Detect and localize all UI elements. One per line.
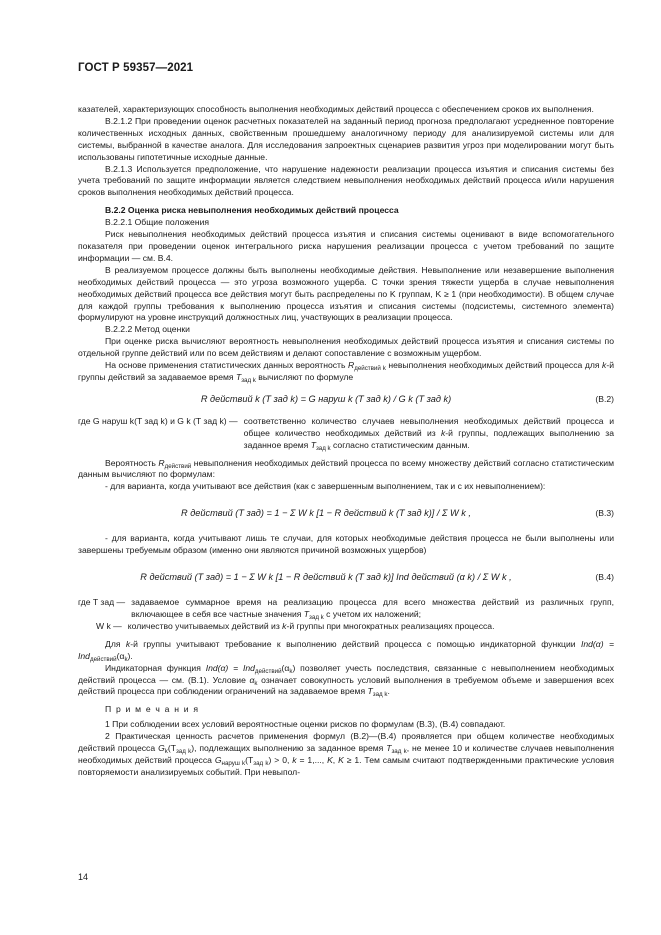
paragraph-b213: В.2.1.3 Используется предположение, что нарушение надежности реализации процесса изъятия и списания системы без учета требований по защите информации является следствием невыполнения необходимых действий процесса и/или нарушения сроков выполнения необходимых действий процесса. — [78, 163, 614, 198]
paragraph-realized-process: В реализуемом процессе должны быть выполнены необходимые действия. Невыполнение или незавершение выполнения необходимых действий процесса — это угроза возможного ущерба. С точки зрения тяжести ущерба в случае невыполнения необходимых действий процесса все действия могут быть распределены по K группам, K ≥ 1 (при необходимости). В общем случае для каждой группы требования к выполнению процесса изъятия и списания системы (подсистемы, системного элемента) формулируют на уровне инструкций должностных лиц, участвующих в реализации процесса. — [78, 264, 614, 323]
definition-description: соответственно количество случаев невыполнения необходимых действий процесса и общее количество необходимых действий из k-й группы, подлежащих выполнению за заданное время $T_{зад k}$ согласно статистическим данным. — [243, 415, 614, 452]
document-header: ГОСТ Р 59357—2021 — [78, 62, 194, 74]
paragraph-continuation: казателей, характеризующих способность выполнения необходимых действий процесса с обеспечением сроков их выполнения. — [78, 104, 594, 114]
paragraph-probability: Вероятность $R_{действий}$ невыполнения необходимых действий процесса по всему множеству действий согласно статистическим данным вычисляют по формулам: — [78, 457, 614, 480]
subsection-heading-b221: В.2.2.1 Общие положения — [105, 217, 210, 228]
definition-description: количество учитываемых действий из k-й группы при многократных реализациях процесса. — [127, 620, 495, 631]
paragraph-indicator: Для k-й группы учитывают требование к выполнению действий процесса с помощью индикаторной функции $Ind(\alpha) = Ind_{действий}(\alpha_k)$. — [78, 638, 614, 663]
paragraph-method: При оценке риска вычисляют вероятность невыполнения необходимых действий процесса изъятия и списания системы по отдельной группе действий или по всем действиям и делают сопоставление с возможным ущербом. — [78, 336, 614, 359]
paragraph-variant-1: - для варианта, когда учитывают все действия (как с завершенным выполнением, так и с их невыполнением): — [105, 481, 546, 492]
page-body — [78, 104, 614, 779]
paragraph-indicator-function: Индикаторная функция $Ind(\alpha) = Ind_{действий}(\alpha_k)$ позволяет учесть последствия, связанные с невыполнением необходимых действий процесса — см. (В.1). Условие $\alpha_k$ означает совокупность условий выполнения в требуемом объеме и завершения всех действий процесса при соблюдении ограничений на задаваемое время $T_{зад k}$. — [78, 662, 614, 699]
paragraph-statistics: На основе применения статистических данных вероятность $R_{действий k}$ невыполнения необходимых действий процесса для k-й группы действий за задаваемое время $T_{зад k}$ вычисляют по формуле — [78, 360, 615, 384]
formula-b3-number: (В.3) — [595, 508, 614, 519]
subsection-heading-b222: В.2.2.2 Метод оценки — [105, 324, 190, 335]
formula-b2-expression: R действий k (T зад k) = G наруш k (T зад k) / G k (T зад k) — [200, 393, 452, 404]
paragraph-risk: Риск невыполнения необходимых действий процесса изъятия и списания системы оценивают в виде вспомогательного показателя при проведении оценок интегрального риска нарушения реализации процесса с учетом требований по защите информации — см. В.4. — [78, 229, 614, 263]
formula-b4-expression: R действий (T зад) = 1 − Σ W k [1 − R действий k (T зад k)] Ind действий (α k) / Σ W k , — [140, 572, 512, 583]
definition-description: задаваемое суммарное время на реализацию процесса для всего множества действий из различных групп, включающее в себя все частные значения $T_{зад k}$ с учетом их наложений; — [131, 597, 614, 621]
notes-title: П р и м е ч а н и я — [105, 704, 200, 715]
formula-b4-number: (В.4) — [595, 572, 614, 583]
paragraph-variant-2: - для варианта, когда учитывают лишь те случаи, для которых необходимые действия процесса не были выполнены или завершены требуемым образом (именно они являются причиной возможных ущербов) — [78, 533, 614, 556]
formula-b2-number: (В.2) — [595, 393, 614, 404]
note-1: 1 При соблюдении всех условий вероятностные оценки рисков по формулам (В.3), (В.4) совпадают. — [105, 719, 506, 730]
note-2: 2 Практическая ценность расчетов применения формул (В.2)—(В.4) проявляется при общем количестве необходимых действий процесса $G_k(T_{зад k})$, подлежащих выполнению за заданное время $T_{зад k}$, не менее 10 и количестве случаев невыполнения необходимых действий процесса $G_{наруш k}(T_{зад k}) > 0$, k = 1,..., K, K ≥ 1. Тем самым считают подтвержденными практические условия повторяемости анализируемых событий. При невыпол- — [78, 731, 615, 777]
formula-b2 — [78, 388, 614, 414]
page-number: 14 — [78, 872, 89, 882]
definition-term: где G наруш k(T зад k) и G k (T зад k) — — [78, 415, 238, 426]
formula-b3-expression: R действий (T зад) = 1 − Σ W k [1 − R действий k (T зад k)] / Σ W k , — [181, 508, 471, 519]
definition-w-k — [78, 621, 614, 633]
formula-b4 — [78, 561, 614, 595]
formula-b3 — [78, 497, 614, 531]
definition-g-counts — [78, 416, 614, 452]
definition-t-zad — [78, 597, 614, 621]
section-heading-b22: В.2.2 Оценка риска невыполнения необходимых действий процесса — [105, 205, 399, 216]
definition-term: W k — — [96, 620, 122, 631]
definition-term: где T зад — — [78, 597, 126, 608]
paragraph-b212: В.2.1.2 При проведении оценок расчетных показателей на заданный период прогноза предполагают усредненное повторение количественных исходных данных, свойственным прошедшему аналогичному периоду для анализируемой системы или для системы, выбранной в качестве аналога. Для исследования запроектных сценариев развития угроз при моделировании могут быть использованы гипотетичные исходные данные. — [78, 115, 614, 162]
